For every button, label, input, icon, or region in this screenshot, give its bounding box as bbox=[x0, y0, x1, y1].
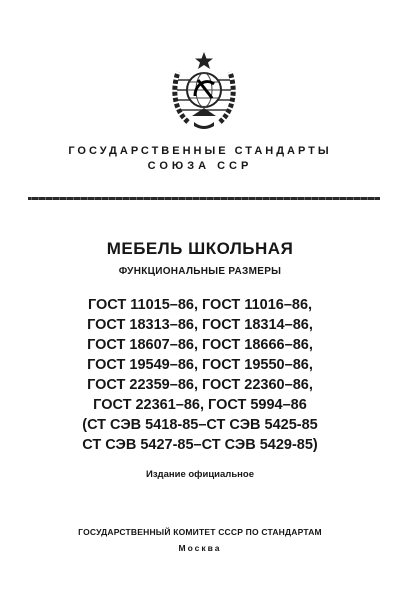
publisher-city: Москва bbox=[178, 543, 222, 553]
standards-line: ГОСТ 19549–86, ГОСТ 19550–86, bbox=[87, 357, 313, 373]
standards-line: ГОСТ 22359–86, ГОСТ 22360–86, bbox=[87, 377, 313, 393]
edition-note: Издание официальное bbox=[146, 469, 254, 480]
standards-line: ГОСТ 22361–86, ГОСТ 5994–86 bbox=[93, 397, 307, 413]
document-title: МЕБЕЛЬ ШКОЛЬНАЯ bbox=[106, 239, 294, 258]
standards-line: (СТ СЭВ 5418-85–СТ СЭВ 5425-85 bbox=[82, 417, 318, 433]
separator-rule bbox=[28, 197, 380, 200]
document-subtitle: ФУНКЦИОНАЛЬНЫЕ РАЗМЕРЫ bbox=[118, 266, 282, 277]
standards-line: ГОСТ 18607–86, ГОСТ 18666–86, bbox=[87, 337, 313, 353]
ussr-state-emblem-icon bbox=[168, 50, 240, 132]
publisher-name: ГОСУДАРСТВЕННЫЙ КОМИТЕТ СССР ПО СТАНДАРТАМ bbox=[78, 527, 322, 537]
organization-subtitle: СОЮЗА ССР bbox=[147, 160, 253, 172]
standards-line: ГОСТ 18313–86, ГОСТ 18314–86, bbox=[87, 317, 313, 333]
organization-title: ГОСУДАРСТВЕННЫЕ СТАНДАРТЫ bbox=[68, 145, 332, 157]
standards-line: ГОСТ 11015–86, ГОСТ 11016–86, bbox=[87, 297, 313, 313]
standards-line: СТ СЭВ 5427-85–СТ СЭВ 5429-85) bbox=[82, 437, 318, 453]
